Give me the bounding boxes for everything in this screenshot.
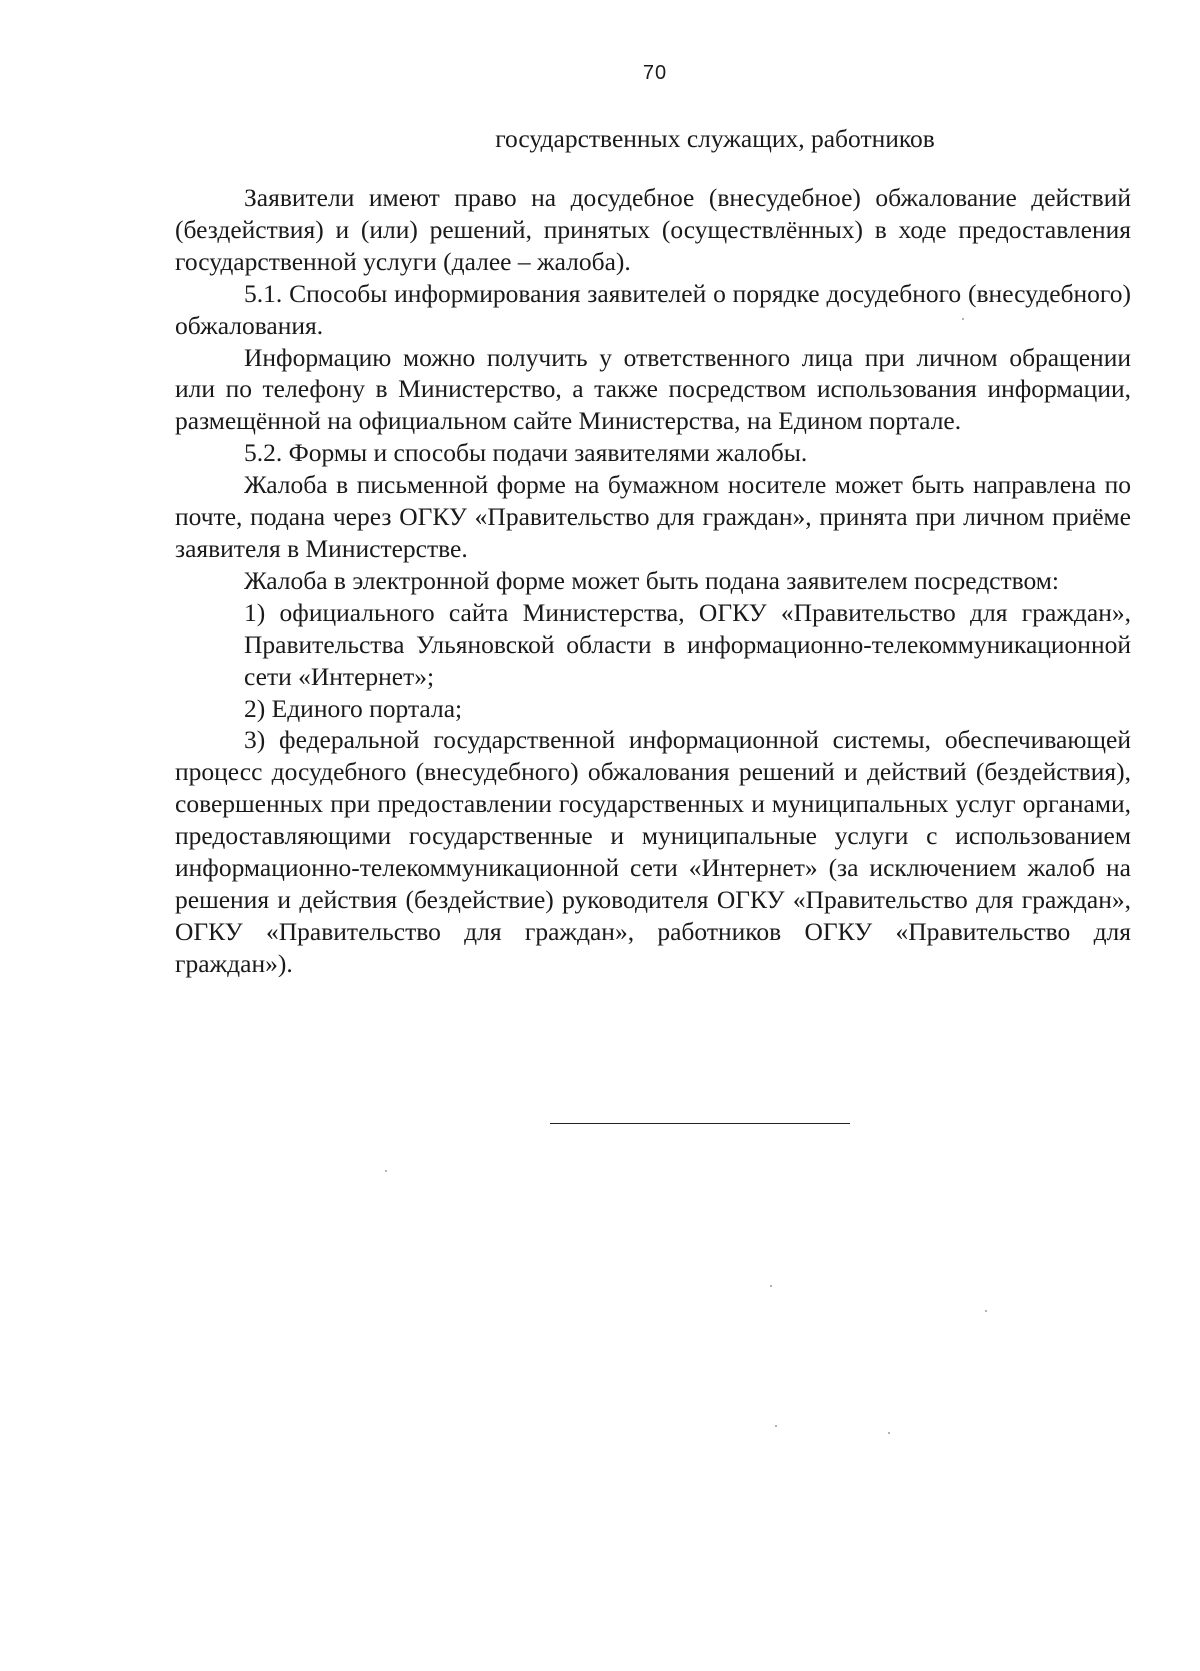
scan-speck — [985, 1310, 987, 1312]
document-body — [175, 182, 1131, 980]
end-of-section-rule — [550, 1123, 850, 1124]
paragraph-section-5-2: 5.2. Формы и способы подачи заявителями жалобы. — [244, 438, 808, 468]
paragraph-section-5-1: 5.1. Способы информирования заявителей о порядке досудебного (внесудебного) обжалования. — [175, 278, 1131, 340]
scan-speck — [385, 1170, 387, 1172]
paragraph-paper-complaint: Жалоба в письменной форме на бумажном носителе может быть направлена по почте, подана через ОГКУ «Правительство для граждан», принята при личном приёме заявителя в Министерстве. — [175, 470, 1131, 563]
scan-speck — [962, 318, 964, 320]
scan-speck — [775, 1425, 777, 1427]
paragraph-electronic-complaint: Жалоба в электронной форме может быть подана заявителем посредством: — [244, 565, 1059, 595]
paragraph-appeal-right: Заявители имеют право на досудебное (внесудебное) обжалование действий (бездействия) и (или) решений, принятых (осуществлённых) в ходе предоставления государственной услуги (далее – жалоба). — [175, 183, 1131, 276]
scan-speck — [770, 1285, 772, 1287]
paragraph-information-sources: Информацию можно получить у ответственного лица при личном обращении или по телефону в Министерство, а также посредством использования информации, размещённой на официальном сайте Министерства, на Едином портале. — [175, 342, 1131, 436]
section-heading-continuation: государственных служащих, работников — [495, 124, 935, 153]
scan-speck — [888, 1432, 890, 1434]
list-item-federal-system: 3) федеральной государственной информационной системы, обеспечивающей процесс досудебного (внесудебного) обжалования решений и действий (бездействия), совершенных при предоставлении государственных и муниципальных услуг органами, предоставляющими государственные и муниципальные услуги с использованием информационно-телекоммуникационной сети «Интернет» (за исключением жалоб на решения и действия (бездействие) руководителя ОГКУ «Правительство для граждан», ОГКУ «Правительство для граждан», работников ОГКУ «Правительство для граждан»). — [175, 725, 1131, 978]
page-number: 70 — [642, 62, 668, 84]
list-item-official-sites: 1) официального сайта Министерства, ОГКУ «Правительство для граждан», Правительства Ульяновской области в информационно-телекоммуникационной сети «Интернет»; — [244, 597, 1131, 691]
list-item-unified-portal: 2) Единого портала; — [244, 693, 463, 723]
